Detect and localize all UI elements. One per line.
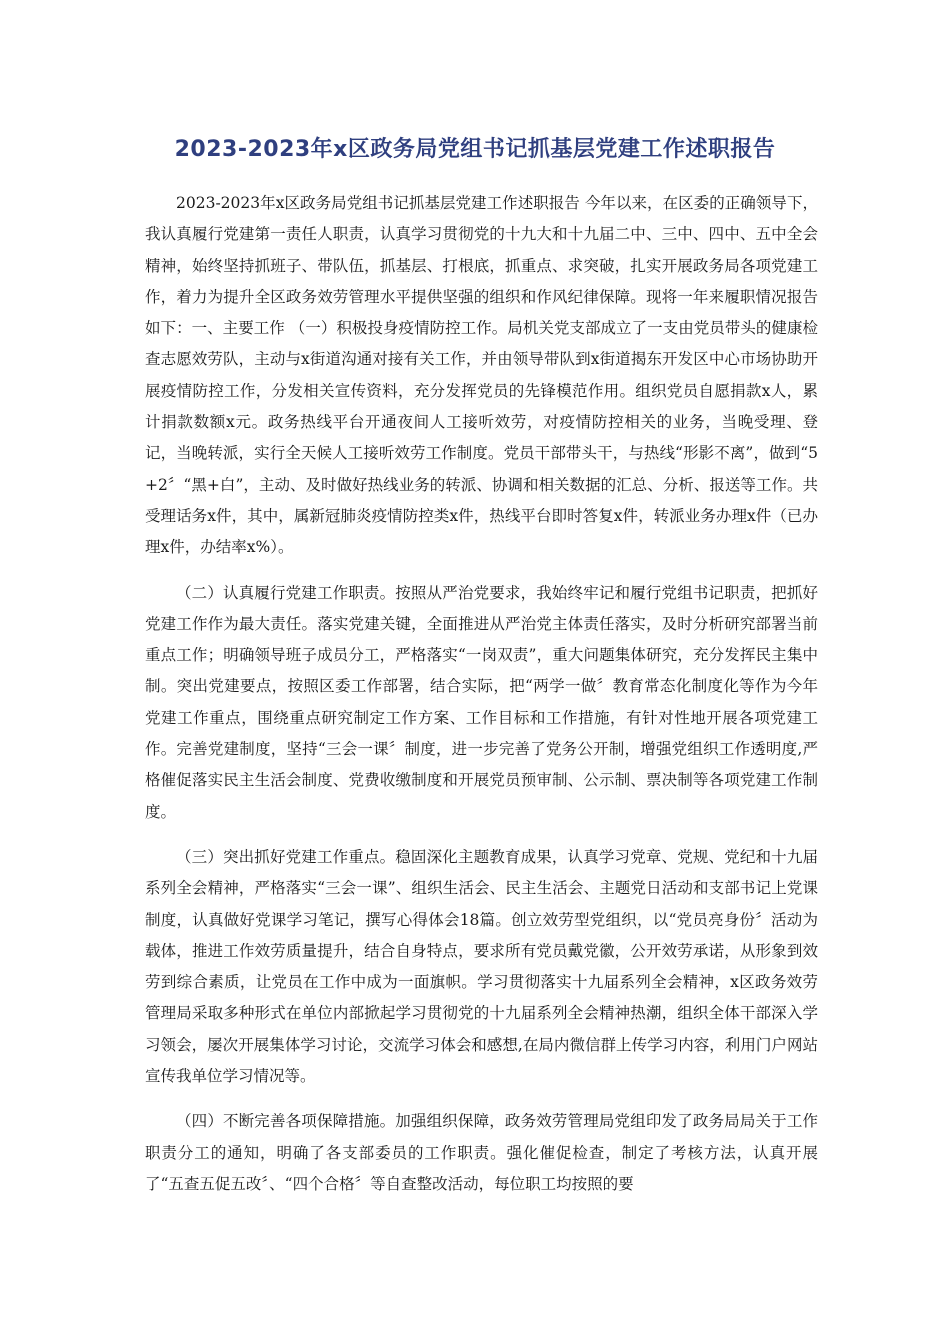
paragraph-section-3: （三）突出抓好党建工作重点。稳固深化主题教育成果，认真学习党章、党规、党纪和十九届系列全会精神，严格落实“三会一课”、组织生活会、民主生活会、主题党日活动和支部书记上党课制度，认真做好党课学习笔记，撰写心得体会18篇。创立效劳型党组织，以“党员亮身份〞活动为载体，推进工作效劳质量提升，结合自身特点，要求所有党员戴党徽，公开效劳承诺，从形象到效劳到综合素质，让党员在工作中成为一面旗帜。学习贯彻落实十九届系列全会精神，x区政务效劳管理局采取多种形式在单位内部掀起学习贯彻党的十九届系列全会精神热潮，组织全体干部深入学习领会，屡次开展集体学习讨论，交流学习体会和感想,在局内微信群上传学习内容，利用门户网站宣传我单位学习情况等。 <box>145 847 818 1086</box>
paragraph-section-4: （四）不断完善各项保障措施。加强组织保障，政务效劳管理局党组印发了政务局局关于工作职责分工的通知，明确了各支部委员的工作职责。强化催促检查，制定了考核方法，认真开展了“五查五促五改〞、“四个合格〞等自查整改活动，每位职工均按照的要 <box>145 1112 818 1193</box>
document-title: 2023-2023年x区政务局党组书记抓基层党建工作述职报告 <box>174 137 776 162</box>
paragraph-intro: 2023-2023年x区政务局党组书记抓基层党建工作述职报告 今年以来，在区委的正确领导下，我认真履行党建第一责任人职责，认真学习贯彻党的十九大和十九届二中、三中、四中、五中全会精神，始终坚持抓班子、带队伍，抓基层、打根底，抓重点、求突破，扎实开展政务局各项党建工作，着力为提升全区政务效劳管理水平提供坚强的组织和作风纪律保障。现将一年来履职情况报告如下：一、主要工作 （一）积极投身疫情防控工作。局机关党支部成立了一支由党员带头的健康检查志愿效劳队，主动与x街道沟通对接有关工作，并由领导带队到x街道揭东开发区中心市场协助开展疫情防控工作，分发相关宣传资料，充分发挥党员的先锋模范作用。组织党员自愿捐款x人，累计捐款数额x元。政务热线平台开通夜间人工接听效劳，对疫情防控相关的业务，当晚受理、登记，当晚转派，实行全天候人工接听效劳工作制度。党员干部带头干，与热线“形影不离”，做到“5+2〞“黑+白”，主动、及时做好热线业务的转派、协调和相关数据的汇总、分析、报送等工作。共受理话务x件，其中，属新冠肺炎疫情防控类x件，热线平台即时答复x件，转派业务办理x件（已办理x件，办结率x%）。 <box>145 194 818 557</box>
paragraph-section-2: （二）认真履行党建工作职责。按照从严治党要求，我始终牢记和履行党组书记职责，把抓好党建工作作为最大责任。落实党建关键，全面推进从严治党主体责任落实，及时分析研究部署当前重点工作；明确领导班子成员分工，严格落实“一岗双责”，重大问题集体研究，充分发挥民主集中制。突出党建要点，按照区委工作部署，结合实际，把“两学一做〞教育常态化制度化等作为今年党建工作重点，围绕重点研究制定工作方案、工作目标和工作措施，有针对性地开展各项党建工作。完善党建制度，坚持“三会一课〞制度，进一步完善了党务公开制，增强党组织工作透明度,严格催促落实民主生活会制度、党费收缴制度和开展党员预审制、公示制、票决制等各项党建工作制度。 <box>145 583 818 821</box>
